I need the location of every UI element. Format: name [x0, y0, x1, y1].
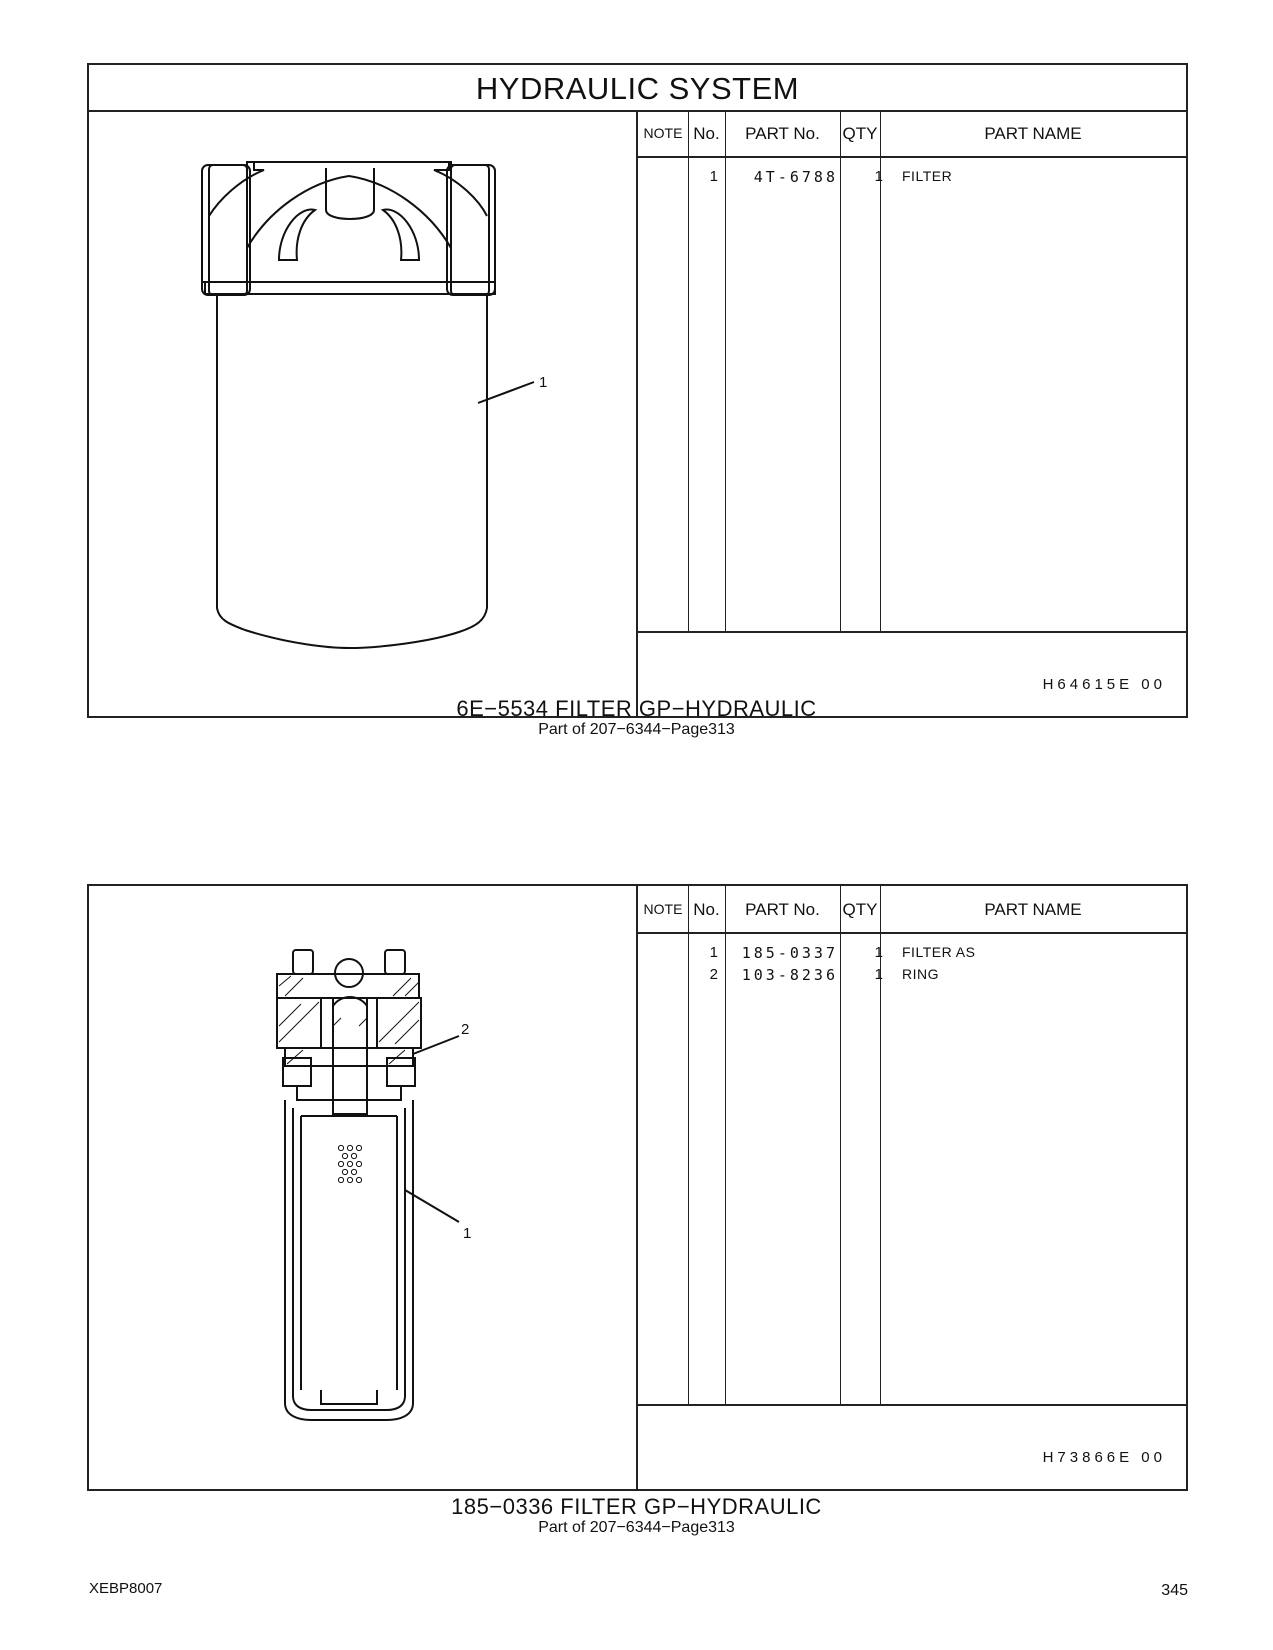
header-note: NOTE — [643, 125, 683, 141]
part-row — [638, 944, 1186, 966]
parts-list-2 — [638, 944, 1186, 988]
filter-drawing-1 — [89, 110, 636, 718]
part-name: RING — [902, 966, 939, 982]
parts-panel-2 — [87, 884, 1188, 1491]
header-qty: QTY — [842, 900, 878, 919]
part-number: 185-0337 — [741, 944, 838, 962]
item-number: 1 — [709, 944, 718, 961]
illustration-code: H64615E 00 — [1042, 676, 1166, 693]
part-row — [638, 168, 1186, 190]
parts-table-1 — [638, 110, 1186, 716]
header-note: NOTE — [643, 901, 683, 917]
part-name: FILTER — [902, 168, 953, 184]
page-number: 345 — [1161, 1582, 1188, 1599]
quantity: 1 — [874, 944, 883, 961]
part-number: 103-8236 — [741, 966, 838, 984]
callout-label-2: 2 — [461, 1021, 470, 1038]
illustration-2 — [89, 886, 638, 1489]
parts-list-1 — [638, 168, 1186, 190]
group-title-2: 185−0336 FILTER GP−HYDRAULIC — [451, 1494, 822, 1519]
item-number: 2 — [709, 966, 718, 983]
header-no: No. — [693, 900, 720, 919]
document-id: XEBP8007 — [89, 1580, 163, 1597]
illustration-code: H73866E 00 — [1042, 1449, 1166, 1466]
header-no: No. — [693, 124, 720, 143]
section-title: HYDRAULIC SYSTEM — [89, 65, 1186, 112]
group-title-1: 6E−5534 FILTER GP−HYDRAULIC — [456, 696, 817, 721]
illustration-1 — [89, 110, 638, 716]
part-name: FILTER AS — [902, 944, 976, 960]
callout-label-1: 1 — [463, 1225, 472, 1242]
parts-table-2 — [638, 886, 1186, 1489]
header-part-name: PART NAME — [984, 900, 1082, 919]
group-subtitle-1: Part of 207−6344−Page313 — [538, 721, 735, 738]
parts-panel-1 — [87, 63, 1188, 718]
header-qty: QTY — [842, 124, 878, 143]
header-divider — [638, 156, 1186, 158]
part-row — [638, 966, 1186, 988]
item-number: 1 — [709, 168, 718, 185]
header-divider — [638, 932, 1186, 934]
quantity: 1 — [874, 168, 883, 185]
filter-drawing-2 — [89, 886, 636, 1489]
group-subtitle-2: Part of 207−6344−Page313 — [538, 1519, 735, 1536]
header-part-name: PART NAME — [984, 124, 1082, 143]
footer-divider — [638, 631, 1186, 633]
header-part-no: PART No. — [745, 900, 820, 919]
part-number: 4T-6788 — [753, 168, 838, 186]
footer-divider — [638, 1404, 1186, 1406]
callout-label-1: 1 — [539, 374, 548, 391]
quantity: 1 — [874, 966, 883, 983]
header-part-no: PART No. — [745, 124, 820, 143]
